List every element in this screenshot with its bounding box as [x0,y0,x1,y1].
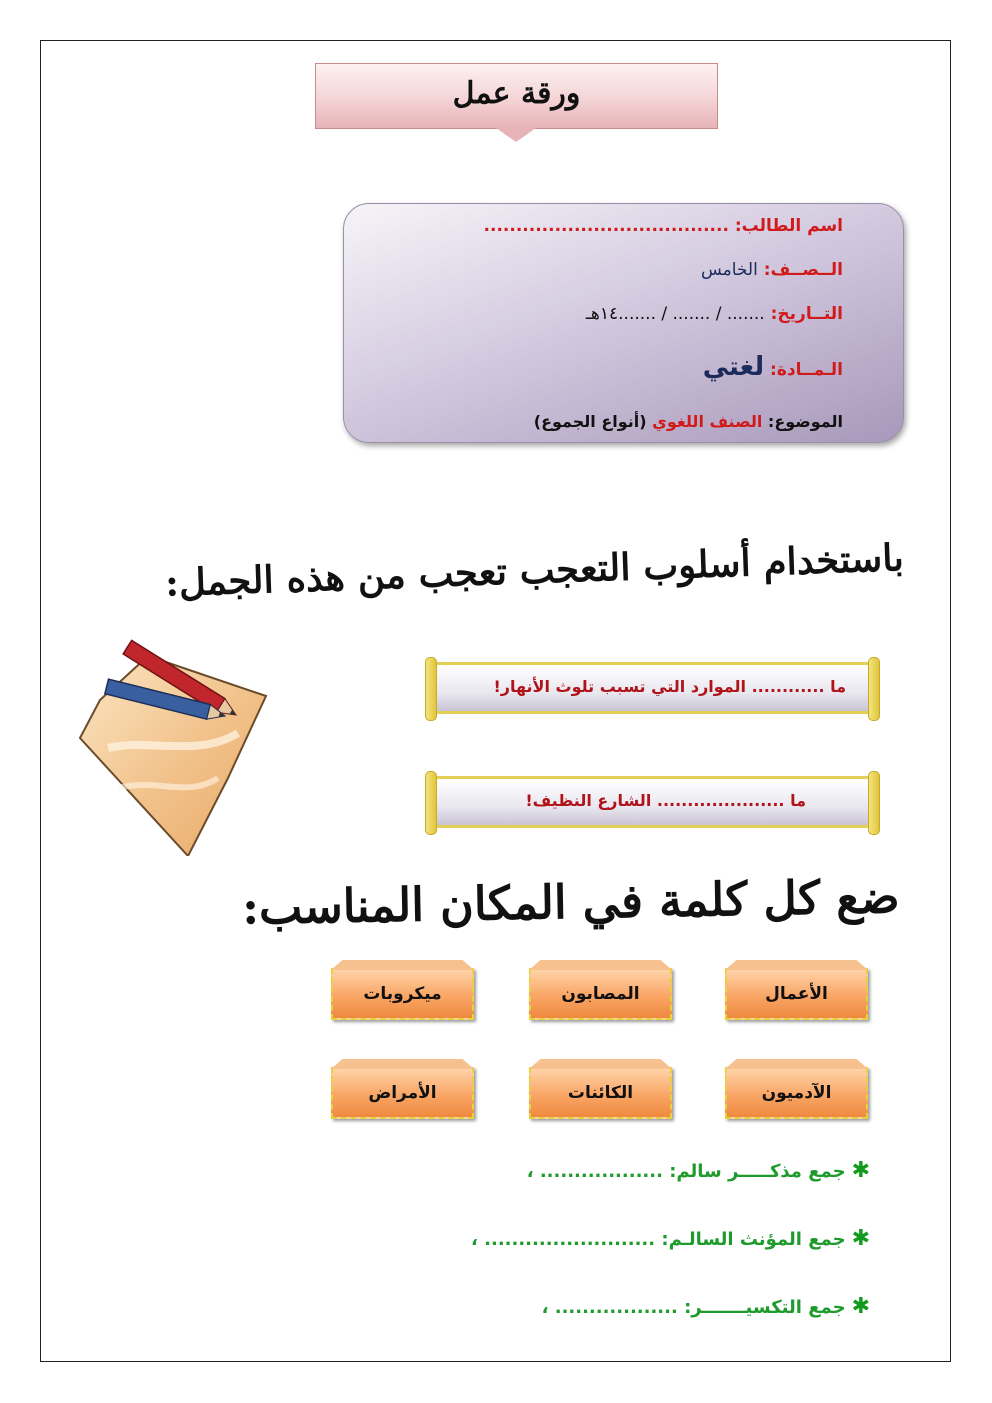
word-tag[interactable]: الأعمال [725,968,868,1020]
sentence-scroll-2 [431,776,874,828]
date-label: التــاريخ: [770,304,843,324]
exclamation-heading: باستخدام أسلوب التعجب تعجب من هذه الجمل: [164,535,905,605]
word-tag[interactable]: الأمراض [331,1067,474,1119]
asterisk-icon: ✱ [851,1158,870,1183]
word-tag[interactable]: ميكروبات [331,968,474,1020]
student-name-blank[interactable]: ...................................... [483,216,729,236]
word-tag[interactable]: الآدميون [725,1067,868,1119]
topic-note: (أنواع الجموع) [533,412,647,431]
student-info-card [343,203,904,443]
sentence-2[interactable]: ما ..................... الشارع النظيف! [525,791,806,810]
word-tag[interactable]: الكائنات [529,1067,672,1119]
class-value: الخامس [700,260,758,280]
subject-label: الـمــادة: [770,360,843,380]
title-ribbon [315,63,718,129]
plural-line-feminine[interactable]: ✱جمع المؤنث السالـم: ......................... ، [471,1226,870,1251]
topic-row [534,412,843,431]
subject-row [703,352,843,382]
topic-label: الموضوع: [767,412,843,431]
placement-heading: ضع كل كلمة في المكان المناسب: [241,869,901,935]
asterisk-icon: ✱ [851,1294,870,1319]
date-blank[interactable]: ....... / ....... / .......١٤هـ [585,304,765,324]
plural-line-broken[interactable]: ✱جمع التكسيـــــــر: .................. ، [541,1294,870,1319]
class-label: الــصــف: [763,260,843,280]
topic-value: الصنف اللغوي [652,412,763,431]
class-row [701,260,843,280]
pencils-paper-icon [78,628,270,856]
sentence-1[interactable]: ما ............ الموارد التي تسبب تلوث الأنهار! [493,677,846,696]
plural-line-masculine[interactable]: ✱جمع مذكـــــر سالم: .................. ، [526,1158,870,1183]
student-name-label: اسم الطالب: [734,216,843,236]
page-title: ورقة عمل [452,76,581,111]
student-name-row [484,216,843,236]
date-row [586,304,843,324]
sentence-scroll-1 [431,662,874,714]
subject-value: لغتي [702,352,765,382]
asterisk-icon: ✱ [851,1226,870,1251]
word-tag[interactable]: المصابون [529,968,672,1020]
